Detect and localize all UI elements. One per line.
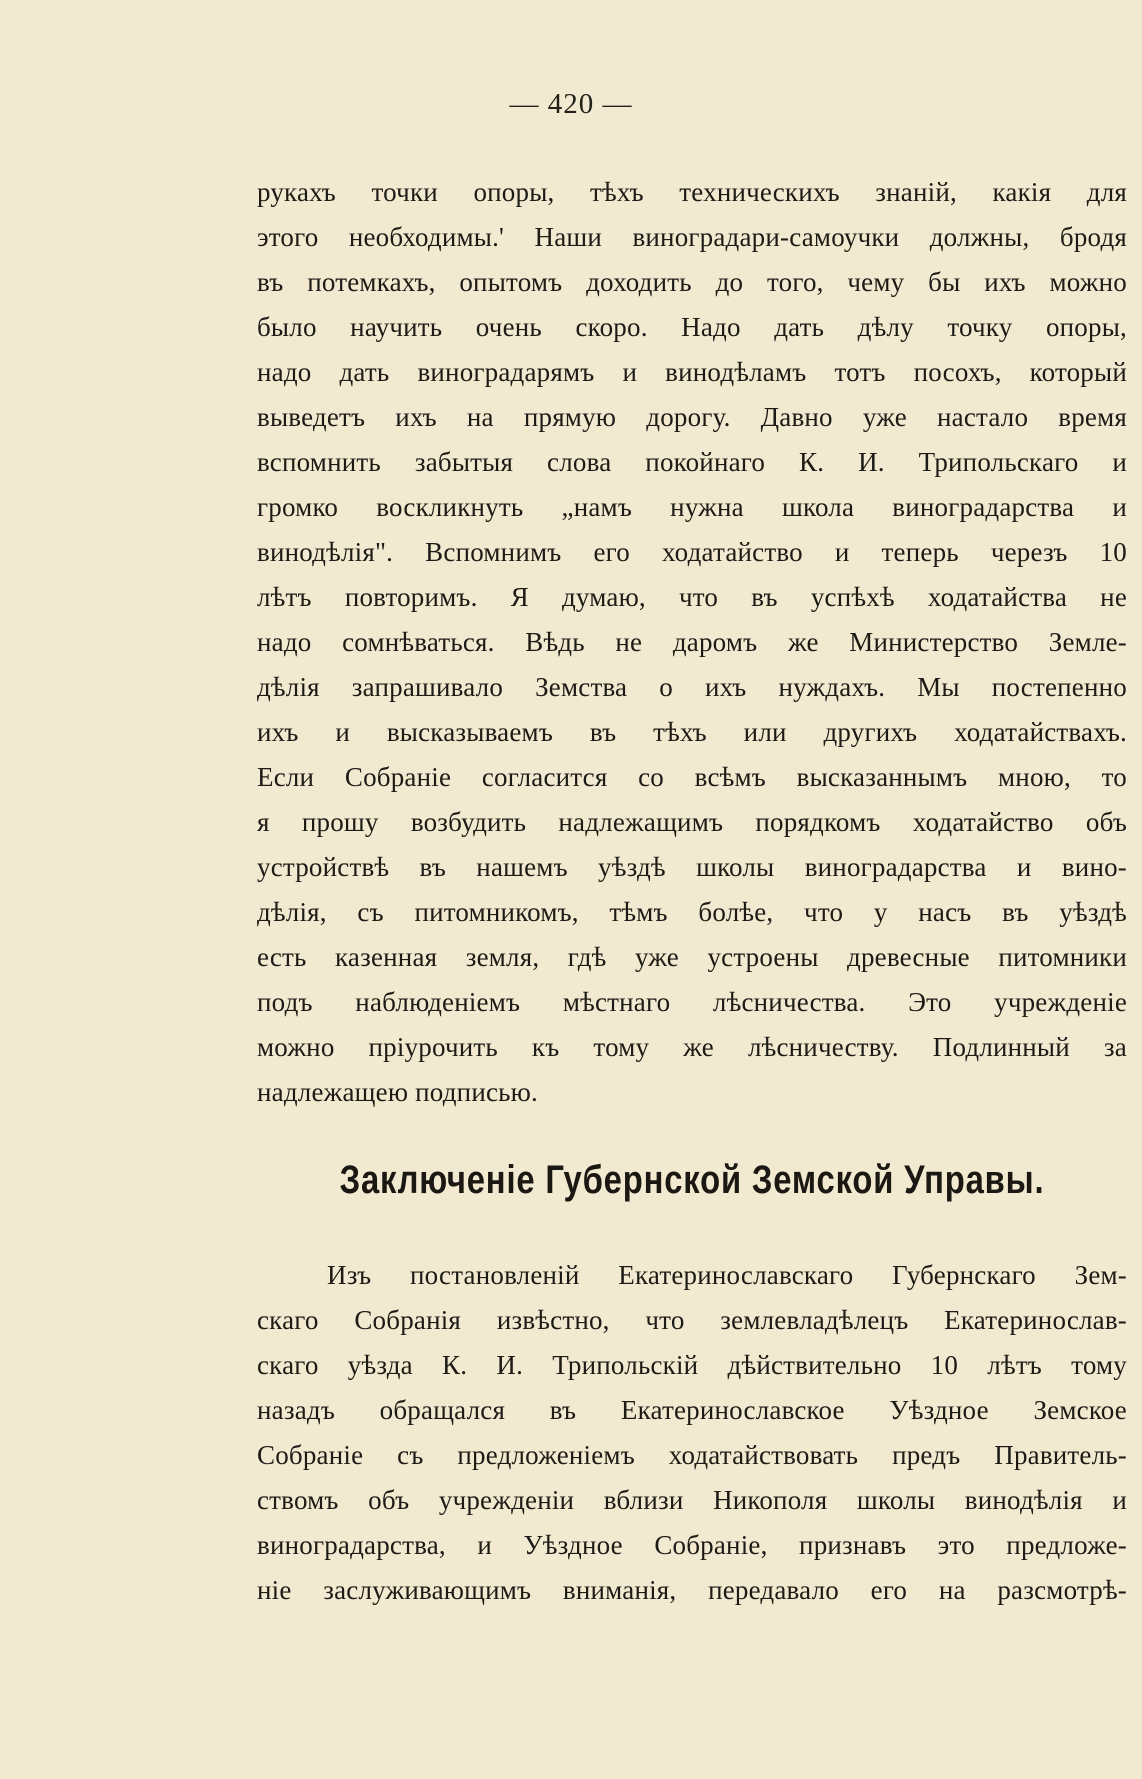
text-line: надо сомнѣваться. Вѣдь не даромъ же Министерство Земле- (257, 627, 1127, 657)
text-line: лѣтъ повторимъ. Я думаю, что въ успѣхѣ ходатайства не (257, 582, 1127, 612)
paragraph-2 (257, 1253, 1127, 1613)
text-line: Собраніе съ предложеніемъ ходатайствовать предъ Правитель- (257, 1440, 1127, 1470)
text-line: ихъ и высказываемъ въ тѣхъ или другихъ ходатайствахъ. (257, 717, 1127, 747)
text-line: скаго уѣзда К. И. Трипольскій дѣйствительно 10 лѣтъ тому (257, 1350, 1127, 1380)
text-line: Изъ постановленій Екатеринославскаго Губернскаго Зем- (327, 1260, 1127, 1290)
text-line: можно пріурочить къ тому же лѣсничеству. Подлинный за (257, 1032, 1127, 1062)
text-line: выведетъ ихъ на прямую дорогу. Давно уже настало время (257, 402, 1127, 432)
text-line: ніе заслуживающимъ вниманія, передавало его на разсмотрѣ- (257, 1575, 1127, 1605)
text-line: надлежащею подписью. (257, 1077, 538, 1107)
text-line: скаго Собранія извѣстно, что землевладѣлецъ Екатеринослав- (257, 1305, 1127, 1335)
text-line: виноградарства, и Уѣздное Собраніе, признавъ это предложе- (257, 1530, 1127, 1560)
text-line: Если Собраніе согласится со всѣмъ высказаннымъ мною, то (257, 762, 1127, 792)
text-line: этого необходимы.' Наши виноградари-самоучки должны, бродя (257, 222, 1127, 252)
paragraph-1 (257, 170, 1127, 1115)
text-line: устройствѣ въ нашемъ уѣздѣ школы виноградарства и вино- (257, 852, 1127, 882)
text-line: есть казенная земля, гдѣ уже устроены древесные питомники (257, 942, 1127, 972)
text-line: дѣлія запрашивало Земства о ихъ нуждахъ. Мы постепенно (257, 672, 1127, 702)
page-number: — 420 — (509, 88, 633, 120)
text-line: винодѣлія". Вспомнимъ его ходатайство и теперь черезъ 10 (257, 537, 1127, 567)
text-line: назадъ обращался въ Екатеринославское Уѣздное Земское (257, 1395, 1127, 1425)
text-line: рукахъ точки опоры, тѣхъ техническихъ знаній, какія для (257, 177, 1127, 207)
text-line: вспомнить забытыя слова покойнаго К. И. Трипольскаго и (257, 447, 1127, 477)
text-line: я прошу возбудить надлежащимъ порядкомъ ходатайство объ (257, 807, 1127, 837)
section-heading: Заключеніе Губернской Земской Управы. (339, 1158, 1045, 1202)
text-line: ствомъ объ учрежденіи вблизи Никополя школы винодѣлія и (257, 1485, 1127, 1515)
text-line: подъ наблюденіемъ мѣстнаго лѣсничества. Это учрежденіе (257, 987, 1127, 1017)
text-line: было научить очень скоро. Надо дать дѣлу точку опоры, (257, 312, 1127, 342)
text-line: громко воскликнуть „намъ нужна школа виноградарства и (257, 492, 1127, 522)
text-line: въ потемкахъ, опытомъ доходить до того, чему бы ихъ можно (257, 267, 1127, 297)
text-line: надо дать виноградарямъ и винодѣламъ тотъ посохъ, который (257, 357, 1127, 387)
text-line: дѣлія, съ питомникомъ, тѣмъ болѣе, что у насъ въ уѣздѣ (257, 897, 1127, 927)
